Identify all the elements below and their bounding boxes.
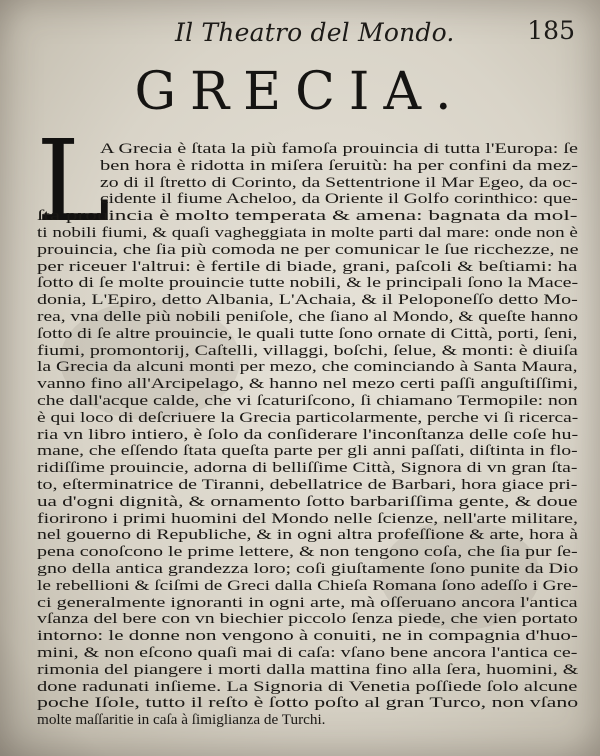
text-line: ſotto di ſe altre prouincie, le quali tutte ſono ornate di Città, porti, ſeni,	[37, 324, 578, 342]
text-line: vſanza del bere con vn biechier piccolo ſenza piede, che vien portato	[37, 610, 578, 628]
drop-cap: L	[36, 117, 111, 247]
page-number: 185	[527, 16, 575, 45]
text-line: è qui loco di deſcriuere la Grecia particolarmente, perche vi ſi ricerca-	[37, 408, 579, 426]
text-line: fiorirono i primi huomini del Mondo nelle ſcienze, nell'arte militare,	[37, 509, 578, 527]
text-line: ria vn libro intiero, è ſolo da conſiderare l'inconſtanza delle coſe hu-	[37, 425, 579, 443]
text-line: mini, & non eſcono quaſi mai di caſa: vſano bene ancora l'antica ce-	[37, 644, 578, 661]
text-line: nel gouerno di Republiche, & in ogni altra profeſſione & arte, hora à	[37, 526, 578, 544]
text-line: ridiſſime prouincie, adorna di belliſſime Città, Signora di vn gran ſta-	[37, 459, 578, 477]
text-line: prouincia, che ſia più comoda ne per comunicar le ſue ricchezze, ne	[37, 240, 579, 258]
text-line: poche Iſole, tutto il reſto è ſotto poſto al gran Turco, non vſano	[37, 694, 579, 712]
chapter-heading: GRECIA.	[134, 62, 466, 122]
text-line: la Grecia da alcuni monti per mezo, che cominciando à Santa Maura,	[37, 358, 578, 376]
text-line: ci generalmente ignoranti in ogni arte, mà oſſeruano ancora l'antica	[37, 593, 578, 611]
text-line: ſta prouincia è molto temperata & amena: bagnata da mol-	[37, 207, 578, 225]
text-line: cidente il fiume Acheloo, da Oriente il Golfo corinthico: que-	[100, 190, 578, 208]
text-line: A Grecia è ſtata la più famoſa prouincia di tutta l'Europa: ſe	[100, 140, 578, 157]
text-line: vanno fino all'Arcipelago, & hanno nel mezo certi paſſi anguſtiſſimi,	[37, 375, 578, 393]
text-line: pena conoſcono le prime lettere, & non tengono coſa, che ſia pur ſe-	[37, 543, 578, 561]
text-line: intorno: le donne non vengono à conuiti, ne in compagnia d'huo-	[37, 627, 578, 645]
text-line: gno della antica grandezza loro; coſi giuſtamente ſono punite da Dio	[37, 560, 579, 577]
text-line: donia, L'Epiro, detto Albania, L'Achaia, & il Peloponeſſo detto Mo-	[37, 291, 578, 309]
text-line: to, eſterminatrice de Tiranni, debellatrice de Barbari, hora giace pri-	[37, 476, 578, 493]
text-line: ua d'ogni dignità, & ornamento ſotto barbariſſima gente, & doue	[37, 492, 578, 510]
text-line: le rebellioni & ſciſmi de Greci dalla Chieſa Romana ſono adeſſo i Gre-	[37, 576, 578, 594]
text-line: ti nobili fiumi, & quaſi vagheggiata in molte parti dal mare: onde non è	[37, 224, 578, 241]
text-line: ſotto di ſe molte prouincie tutte nobili, & le principali ſono la Mace-	[37, 274, 579, 292]
running-head	[175, 12, 575, 52]
text-line: rea, vna delle più nobili peniſole, che ſiano al Mondo, & queſte hanno	[37, 308, 579, 325]
text-line: per riceuer l'altrui: è fertile di biade, grani, paſcoli & beſtiami: ha	[37, 257, 578, 275]
running-title: Il Theatro del Mondo.	[175, 18, 455, 47]
text-line: zo di il ſtretto di Corinto, da Settentrione il Mar Egeo, da oc-	[100, 173, 578, 191]
text-line: che dall'acque calde, che vi ſcaturiſcono, ſi chiamano Termopile: non	[37, 392, 578, 409]
text-line: done radunati inſieme. La Signoria di Venetia poſſiede ſolo alcune	[37, 677, 578, 695]
text-line: fiumi, promontorij, Caſtelli, villaggi, boſchi, ſelue, & monti: è diuiſa	[37, 341, 578, 359]
text-line: molte maſſaritie in caſa à ſimiglianza de Turchi.	[37, 711, 326, 729]
text-line: mane, che eſſendo ſtata queſta parte per gli anni paſſati, diſtinta in flo-	[37, 442, 578, 460]
text-line: rimonia del piangere i morti dalla mattina fino alla ſera, huomini, &	[37, 660, 579, 678]
text-line: ben hora è ridotta in miſera ſeruitù: ha per confini da mez-	[100, 156, 578, 174]
